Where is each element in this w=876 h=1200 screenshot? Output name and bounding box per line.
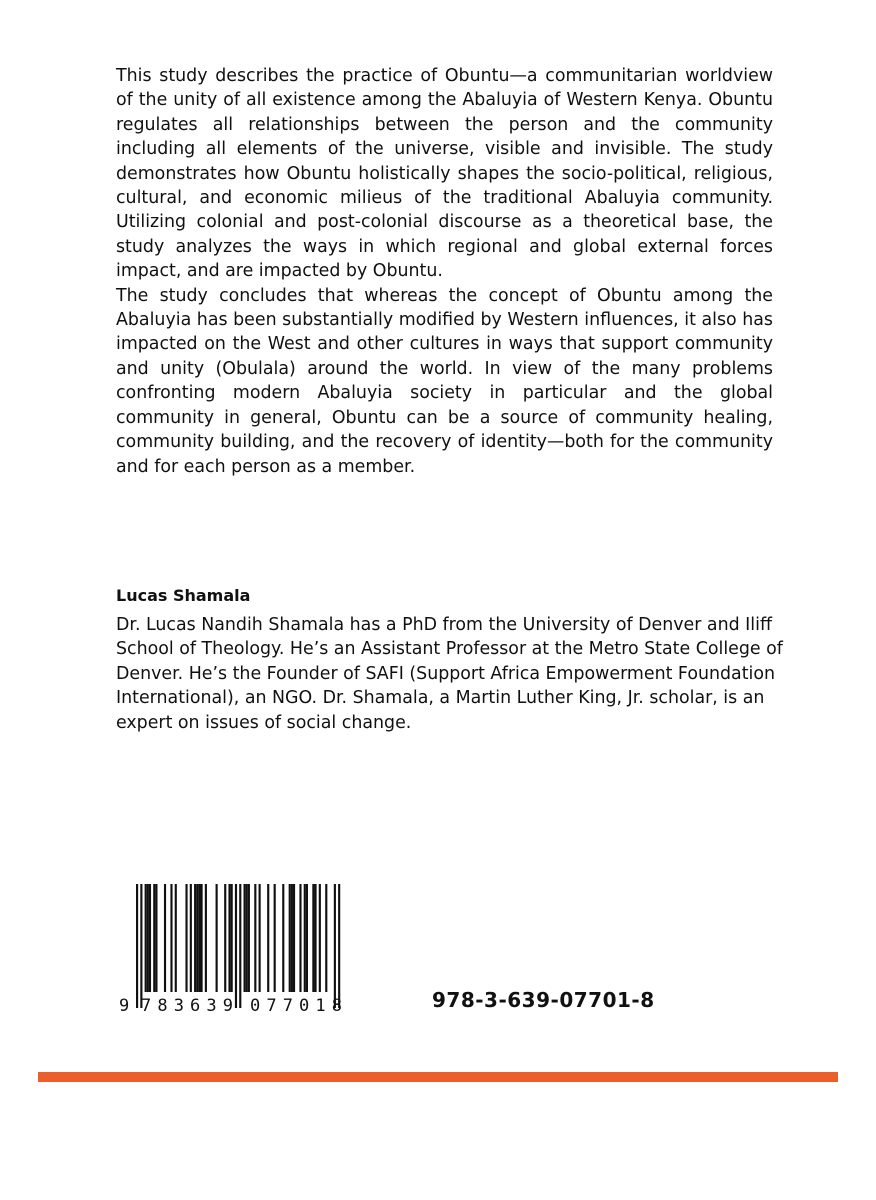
barcode-bar	[244, 884, 246, 992]
barcode-bar	[201, 884, 203, 992]
barcode-guard-bar	[239, 884, 241, 1008]
barcode-graphic	[116, 882, 366, 1014]
barcode-guard-bar	[338, 884, 340, 1008]
barcode-bar	[291, 884, 293, 992]
barcode-bar	[293, 884, 295, 992]
barcode-guard-bar	[334, 884, 336, 1008]
isbn-number: 978-3-639-07701-8	[432, 988, 655, 1012]
barcode-bar	[306, 884, 308, 992]
barcode-bar	[282, 884, 284, 992]
barcode-bar	[145, 884, 147, 992]
barcode-bar	[325, 884, 327, 992]
barcode-right-digits: 077018	[250, 996, 342, 1014]
barcode-bar	[228, 884, 230, 992]
barcode	[116, 882, 366, 1014]
barcode-bar	[198, 884, 200, 992]
barcode-bar	[149, 884, 151, 992]
barcode-lead-digit: 9	[119, 996, 130, 1014]
barcode-left-digits: 783639	[141, 996, 233, 1014]
barcode-bar	[147, 884, 149, 992]
abstract-paragraph-2: The study concludes that whereas the concept of Obuntu among the Abaluyia has been substantially modified by Western influences, it also has impacted on the West and other cultures in ways that support community and unity (Obulala) around the world. In view of the many problems confronting modern Abaluyia society in particular and the global community in general, Obuntu can be a source of community healing, community building, and the recovery of identity—both for the community and for each person as a member.	[116, 285, 773, 477]
barcode-bars	[136, 884, 340, 1008]
barcode-bar	[314, 884, 316, 992]
barcode-bar	[254, 884, 256, 992]
author-section	[116, 585, 796, 735]
barcode-bar	[190, 884, 192, 992]
barcode-bar	[304, 884, 306, 992]
barcode-bar	[216, 884, 218, 992]
barcode-bar	[164, 884, 166, 992]
back-cover-abstract	[116, 64, 773, 479]
barcode-bar	[299, 884, 301, 992]
barcode-guard-bar	[136, 884, 138, 1008]
footer-accent-rule	[38, 1072, 838, 1082]
barcode-bar	[259, 884, 261, 992]
barcode-bar	[155, 884, 157, 992]
barcode-bar	[175, 884, 177, 992]
author-name: Lucas Shamala	[116, 586, 251, 605]
barcode-bar	[194, 884, 196, 992]
barcode-bar	[231, 884, 233, 992]
barcode-bar	[170, 884, 172, 992]
barcode-bar	[289, 884, 291, 992]
barcode-bar	[248, 884, 250, 992]
author-bio: Dr. Lucas Nandih Shamala has a PhD from the University of Denver and Iliff School of Theology. He’s an Assistant Professor at the Metro State College of Denver. He’s the Founder of SAFI (Support Africa Empowerment Foundation International), an NGO. Dr. Shamala, a Martin Luther King, Jr. scholar, is an expert on issues of social change.	[116, 615, 783, 733]
barcode-bar	[205, 884, 207, 992]
barcode-bar	[196, 884, 198, 992]
barcode-bar	[274, 884, 276, 992]
barcode-bar	[312, 884, 314, 992]
barcode-bar	[267, 884, 269, 992]
barcode-guard-bar	[235, 884, 237, 1008]
barcode-bar	[185, 884, 187, 992]
barcode-bar	[153, 884, 155, 992]
barcode-bar	[319, 884, 321, 992]
barcode-guard-bar	[140, 884, 142, 1008]
barcode-bar	[224, 884, 226, 992]
barcode-bar	[246, 884, 248, 992]
abstract-paragraph-1: This study describes the practice of Obuntu—a communitarian worldview of the unity of all existence among the Abaluyia of Western Kenya. Obuntu regulates all relationships between the person and the community including all elements of the universe, visible and invisible. The study demonstrates how Obuntu holistically shapes the socio-political, religious, cultural, and economic milieus of the traditional Abaluyia community. Utilizing colonial and post-colonial discourse as a theoretical base, the study analyzes the ways in which regional and global external forces impact, and are impacted by Obuntu.	[116, 66, 773, 282]
